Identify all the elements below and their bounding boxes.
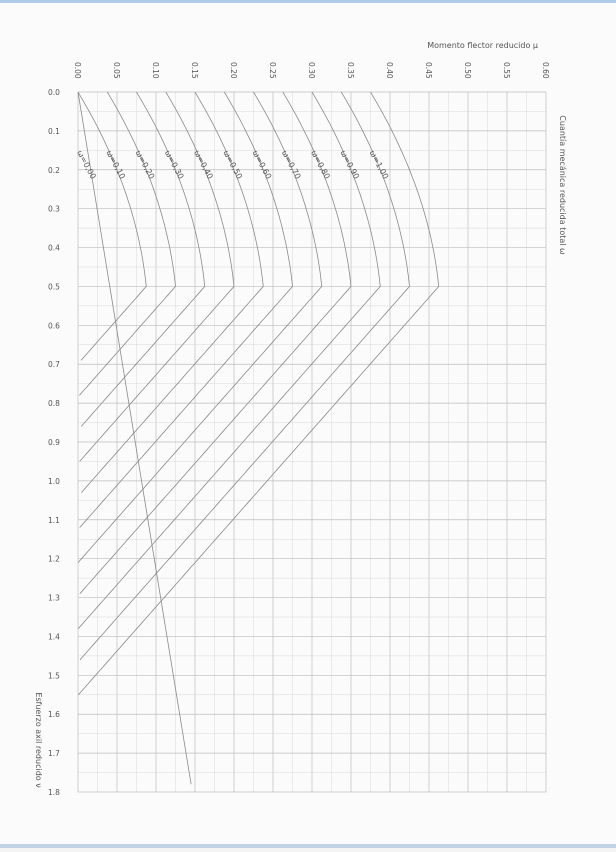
y-tick-label: 0.0 xyxy=(48,88,60,97)
y-tick-label: 1.0 xyxy=(48,476,60,486)
curve-omega-zero-boundary xyxy=(78,92,191,784)
y-tick-label: 1.1 xyxy=(48,515,60,525)
y-tick-label: 0.3 xyxy=(48,204,60,214)
y-tick-label: 1.8 xyxy=(48,788,60,797)
x-tick-label: 0.15 xyxy=(190,62,199,79)
top-axis-ticks xyxy=(73,62,550,79)
y-tick-label: 1.2 xyxy=(48,554,60,564)
scan-edge-top xyxy=(0,0,616,3)
x-tick-label: 0.35 xyxy=(346,62,355,79)
curve-label: ω=0,00 xyxy=(75,148,98,181)
right-axis-label: Cuantía mecánica reducida total ω xyxy=(558,115,567,255)
y-tick-label: 1.5 xyxy=(48,671,60,681)
y-tick-label: 1.3 xyxy=(48,593,60,603)
chart-grid xyxy=(78,92,546,792)
x-tick-label: 0.00 xyxy=(73,62,82,79)
curve-ω=1,00 xyxy=(78,92,438,695)
y-tick-label: 1.4 xyxy=(48,632,60,642)
y-tick-label: 0.4 xyxy=(48,243,60,253)
y-tick-label: 1.6 xyxy=(48,710,60,720)
curve-ω=0,30 xyxy=(80,92,234,461)
curve-label: ω=0,30 xyxy=(162,148,186,181)
curve-label: ω=1,00 xyxy=(367,148,391,181)
x-tick-label: 0.30 xyxy=(307,62,316,79)
chart-curves xyxy=(78,92,439,784)
left-axis-ticks xyxy=(48,88,60,797)
top-axis-label: Momento flector reducido μ xyxy=(427,41,538,50)
y-tick-label: 0.9 xyxy=(48,438,60,447)
y-tick-label: 0.7 xyxy=(48,360,60,370)
left-axis-label: Esfuerzo axil reducido ν xyxy=(34,692,43,788)
y-tick-label: 0.5 xyxy=(48,282,60,292)
x-tick-label: 0.05 xyxy=(112,62,121,79)
x-tick-label: 0.20 xyxy=(229,62,238,79)
x-tick-label: 0.55 xyxy=(502,62,511,79)
y-tick-label: 1.7 xyxy=(48,749,60,759)
x-tick-label: 0.10 xyxy=(151,62,160,79)
x-tick-label: 0.45 xyxy=(424,62,433,79)
curve-ω=0,00 xyxy=(78,92,146,360)
curve-label: ω=0,40 xyxy=(192,148,215,181)
curve-label: ω=0,50 xyxy=(221,148,244,181)
x-tick-label: 0.25 xyxy=(268,62,277,79)
curve-label: ω=0,10 xyxy=(104,148,127,181)
y-tick-label: 0.1 xyxy=(48,126,60,136)
x-tick-label: 0.40 xyxy=(385,62,394,79)
y-tick-label: 0.2 xyxy=(48,165,60,175)
curve-label: ω=0,80 xyxy=(309,148,332,181)
curve-labels xyxy=(75,149,390,181)
y-tick-label: 0.8 xyxy=(48,399,60,409)
y-tick-label: 0.6 xyxy=(48,321,60,331)
curve-label: ω=0,20 xyxy=(133,148,157,181)
scan-edge-bottom xyxy=(0,844,616,848)
curve-label: ω=0,90 xyxy=(338,148,361,181)
curve-label: ω=0,70 xyxy=(279,148,303,181)
x-tick-label: 0.60 xyxy=(541,62,550,79)
x-tick-label: 0.50 xyxy=(463,62,472,79)
curve-label: ω=0,60 xyxy=(250,148,274,181)
